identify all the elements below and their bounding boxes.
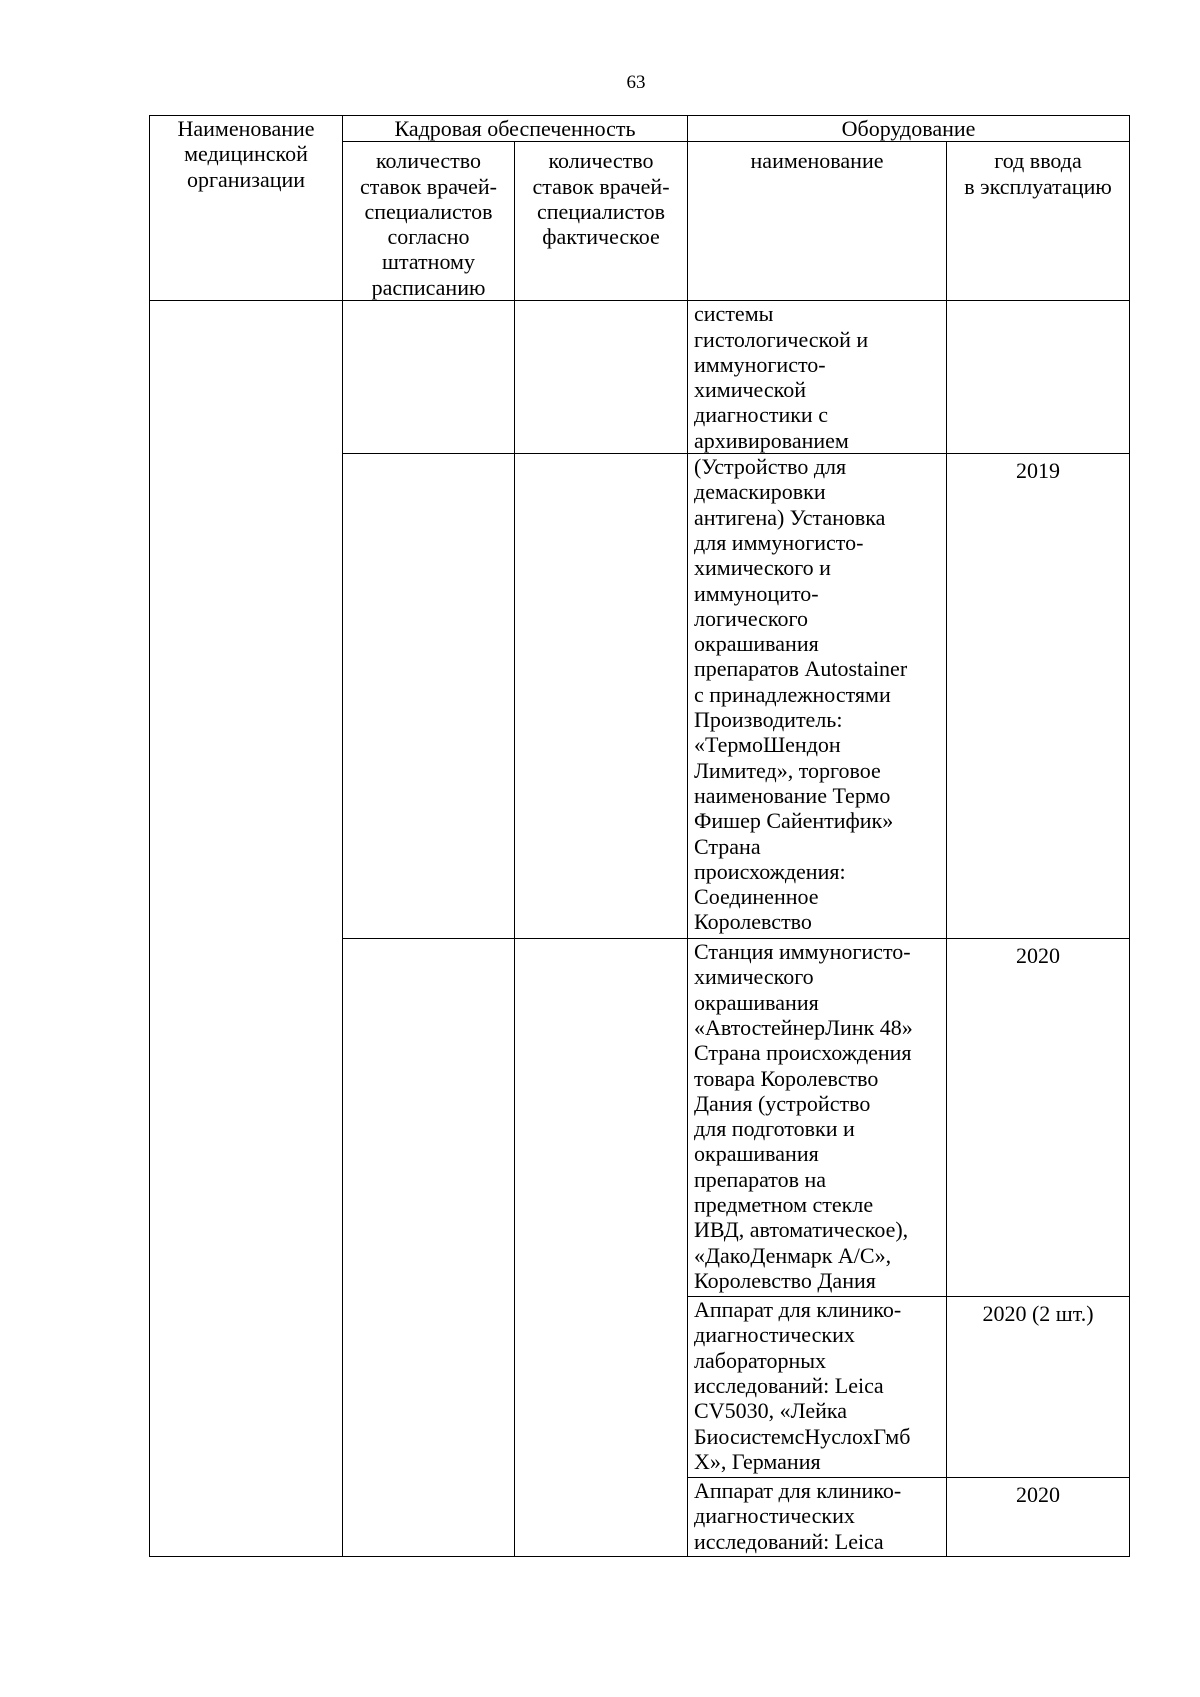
equipment-name: Станция иммуногисто- химического окрашивания «АвтостейнерЛинк 48» Страна происхождения товара Королевство Дания (устройство для подготовки и окрашивания препаратов на предметном стекле ИВД, автоматическое), «ДакоДенмарк А/С», Королевство Дания — [694, 939, 913, 1293]
equipment-year-cell — [947, 939, 1130, 1297]
header-org-name — [150, 116, 343, 301]
staff-actual-cell — [515, 301, 688, 454]
header-org-name-text: Наименование медицинской организации — [177, 116, 315, 192]
equipment-name: системы гистологической и иммуногисто- химической диагностики с архивированием — [694, 301, 869, 453]
header-staffing-group-text: Кадровая обеспеченность — [394, 116, 636, 141]
header-equip-name — [688, 142, 947, 301]
header-equipment-group — [688, 116, 1130, 142]
equipment-name: (Устройство для демаскировки антигена) Установка для иммуногисто- химического и иммуноцито- логического окрашивания препаратов Autostainer с принадлежностями Производитель: «ТермоШендон Лимитед», торговое наименование Термо Фишер Сайентифик» Страна происхождения: Соединенное Королевство — [694, 454, 908, 935]
header-staff-planned-text: количество ставок врачей- специалистов согласно штатному расписанию — [359, 148, 498, 300]
header-equip-year — [947, 142, 1130, 301]
header-staff-actual-text: количество ставок врачей- специалистов фактическое — [532, 148, 670, 250]
header-equip-year-text: год ввода в эксплуатацию — [964, 148, 1112, 199]
equipment-year-cell — [947, 1478, 1130, 1557]
equipment-name-cell — [688, 301, 947, 454]
staff-planned-cell — [343, 301, 515, 454]
equipment-table — [149, 115, 1130, 1557]
staff-actual-cell — [515, 454, 688, 939]
equipment-year: 2019 — [1016, 458, 1061, 484]
table-header-row-1 — [150, 116, 1130, 142]
equipment-year: 2020 (2 шт.) — [982, 1301, 1094, 1327]
equipment-year-cell — [947, 1297, 1130, 1478]
equipment-year: 2020 — [1016, 1482, 1061, 1508]
header-staffing-group — [343, 116, 688, 142]
equipment-name-cell — [688, 1297, 947, 1478]
header-equip-name-text: наименование — [750, 148, 884, 174]
org-name-cell — [150, 301, 343, 1557]
equipment-name: Аппарат для клинико- диагностических лабораторных исследований: Leica CV5030, «Лейка БиосистемсНуслохГмб Х», Германия — [694, 1297, 911, 1474]
equipment-name-cell — [688, 1478, 947, 1557]
staff-planned-cell — [343, 939, 515, 1557]
equipment-name: Аппарат для клинико- диагностических исследований: Leica — [694, 1478, 902, 1554]
table-row — [150, 301, 1130, 454]
equipment-name-cell — [688, 939, 947, 1297]
header-equipment-group-text: Оборудование — [841, 116, 976, 141]
page-number: 63 — [626, 72, 646, 93]
header-staff-actual — [515, 142, 688, 301]
staff-actual-cell — [515, 939, 688, 1557]
staff-planned-cell — [343, 454, 515, 939]
equipment-year: 2020 — [1016, 943, 1061, 969]
equipment-name-cell — [688, 454, 947, 939]
header-staff-planned — [343, 142, 515, 301]
equipment-year-cell — [947, 454, 1130, 939]
equipment-year-cell — [947, 301, 1130, 454]
